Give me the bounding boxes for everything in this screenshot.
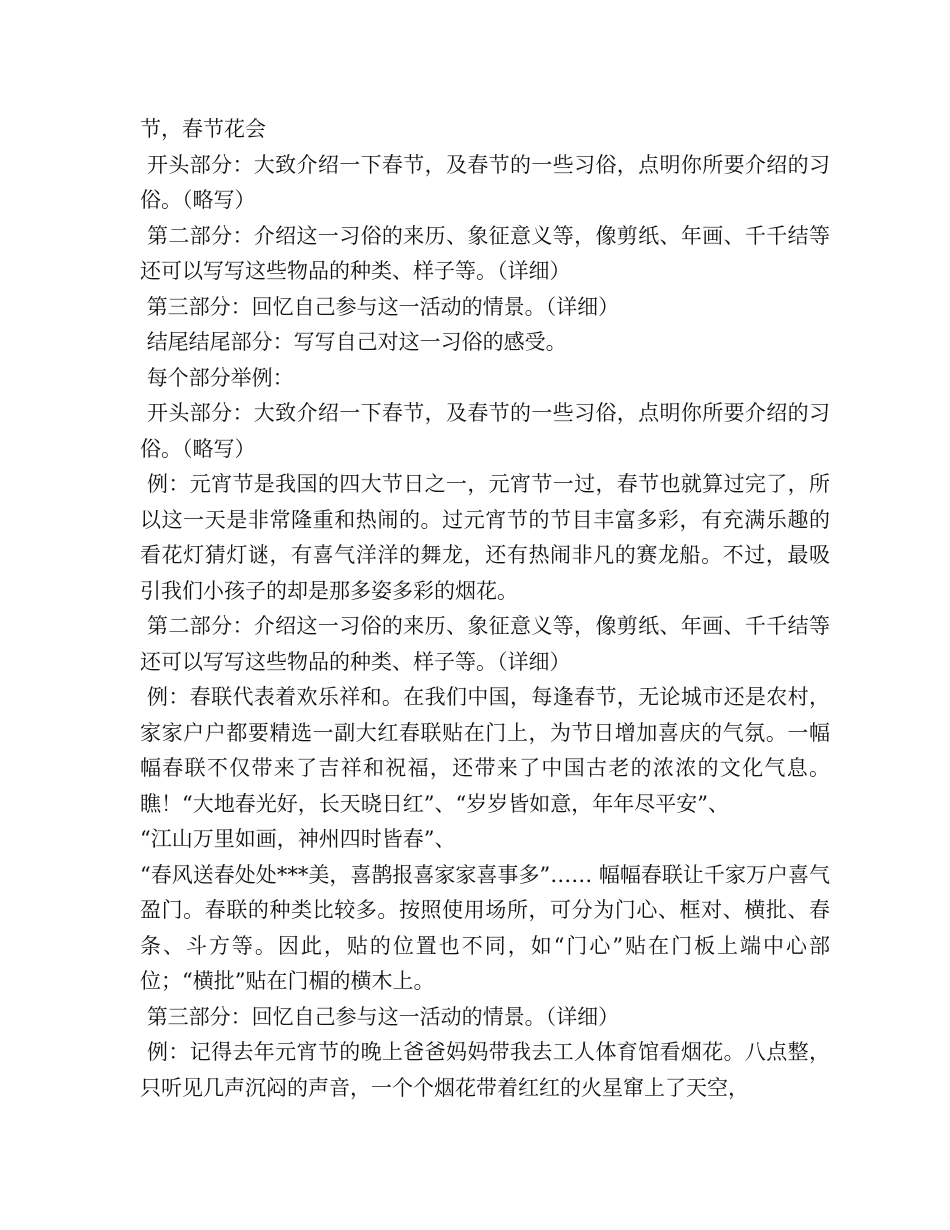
paragraph-third-part-repeat: 第三部分：回忆自己参与这一活动的情景。（详细）: [140, 1004, 620, 1029]
paragraph-examples-heading: 每个部分举例：: [140, 365, 294, 390]
paragraph-second-part-example: 例：春联代表着欢乐祥和。在我们中国，每逢春节，无论城市还是农村，家家户户都要精选一副大红春联贴在门上，为节日增加喜庆的气氛。一幅幅春联不仅带来了吉祥和祝福，还带来了中国古老的浓浓的文化气息。瞧！“大地春光好，长天晓日红”、“岁岁皆如意，年年尽平安”、: [140, 685, 830, 816]
paragraph-couplet-quote: “江山万里如画，神州四时皆春”、: [140, 827, 456, 851]
paragraph-continuation: 节，春节花会: [140, 117, 266, 141]
paragraph-third-part-example: 例：记得去年元宵节的晚上爸爸妈妈带我去工人体育馆看烟花。八点整，只听见几声沉闷的声音，一个个烟花带着红红的火星窜上了天空，: [140, 1040, 830, 1100]
paragraph-ending-outline: 结尾结尾部分：写写自己对这一习俗的感受。: [140, 330, 567, 354]
paragraph-opening-outline: 开头部分：大致介绍一下春节，及春节的一些习俗，点明你所要介绍的习俗。（略写）: [140, 152, 830, 212]
paragraph-opening-example: 例：元宵节是我国的四大节日之一，元宵节一过，春节也就算过完了，所以这一天是非常隆重和热闹的。过元宵节的节目丰富多彩，有充满乐趣的看花灯猜灯谜，有喜气洋洋的舞龙，还有热闹非凡的赛龙船。不过，最吸引我们小孩子的却是那多姿多彩的烟花。: [140, 472, 830, 603]
document-body: [140, 112, 830, 1106]
paragraph-couplet-types: “春风送春处处***美，喜鹊报喜家家喜事多”…… 幅幅春联让千家万户喜气盈门。春联的种类比较多。按照使用场所，可分为门心、框对、横批、春条、斗方等。因此，贴的位置也不同，如“门心”贴在门板上端中心部位；“横批”贴在门楣的横木上。: [140, 862, 830, 993]
paragraph-second-part-outline: 第二部分：介绍这一习俗的来历、象征意义等，像剪纸、年画、千千结等还可以写写这些物品的种类、样子等。（详细）: [140, 223, 830, 283]
paragraph-second-part-repeat: 第二部分：介绍这一习俗的来历、象征意义等，像剪纸、年画、千千结等还可以写写这些物品的种类、样子等。（详细）: [140, 614, 830, 674]
paragraph-opening-repeat: 开头部分：大致介绍一下春节，及春节的一些习俗，点明你所要介绍的习俗。（略写）: [140, 401, 830, 461]
paragraph-third-part-outline: 第三部分：回忆自己参与这一活动的情景。（详细）: [140, 294, 620, 319]
